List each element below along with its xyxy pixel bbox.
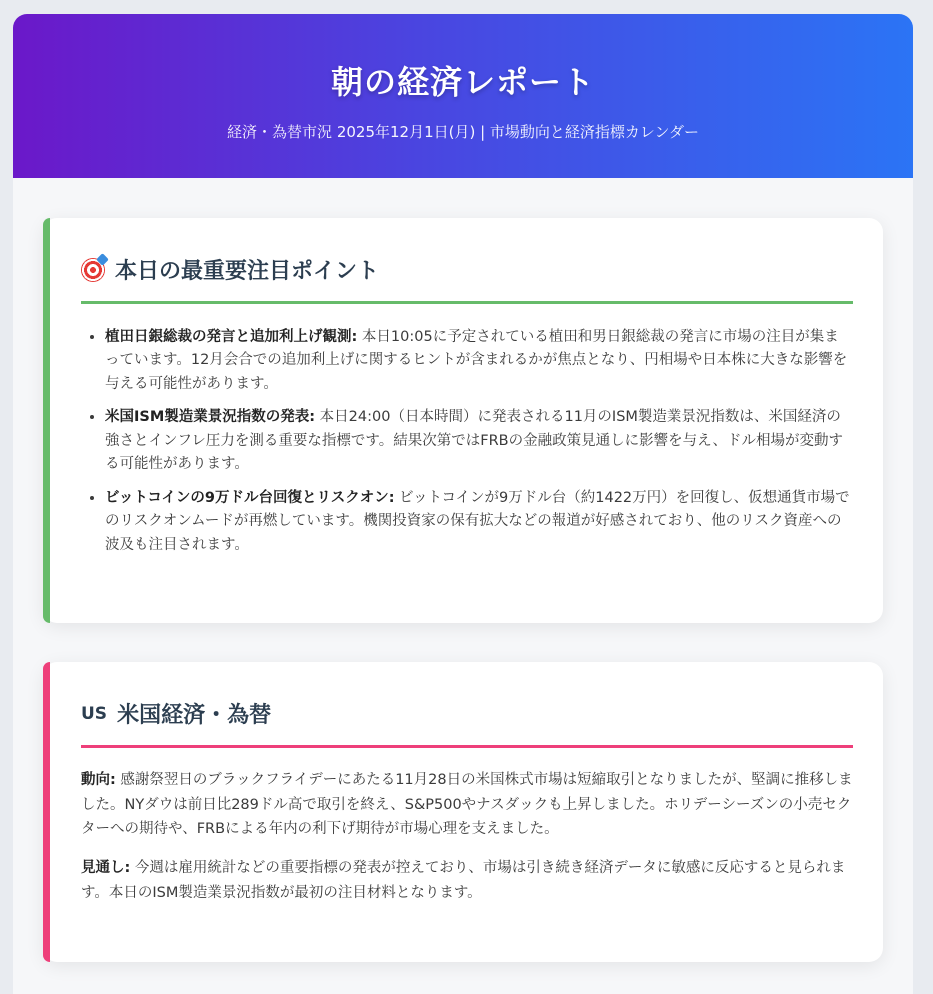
trend-label: 動向: bbox=[81, 772, 116, 788]
us-outlook-paragraph bbox=[81, 856, 853, 905]
report-page bbox=[13, 14, 913, 994]
outlook-label: 見通し: bbox=[81, 859, 131, 876]
focus-points-list bbox=[81, 326, 853, 557]
focus-points-card bbox=[43, 218, 883, 623]
focus-points-heading bbox=[81, 254, 853, 304]
point-label: 米国ISM製造業景況指数の発表: bbox=[105, 409, 316, 426]
trend-text: 感謝祭翌日のブラックフライデーにあたる11月28日の米国株式市場は短縮取引となりましたが、堅調に推移しました。NYダウは前日比289ドル高で取引を終え、S&P500やナスダックも上昇しました。ホリデーシーズンの小売セクターへの期待や、FRBによる年内の利下げ期待が市場心理を支えました。 bbox=[81, 772, 853, 838]
list-item bbox=[105, 326, 853, 396]
us-flag-icon: US bbox=[81, 703, 108, 724]
point-text: 本日10:05に予定されている植田和男日銀総裁の発言に市場の注目が集まっています。12月会合での追加利上げに関するヒントが含まれるかが焦点となり、円相場や日本株に大きな影響を与える可能性があります。 bbox=[105, 329, 848, 392]
us-economy-title: 米国経済・為替 bbox=[117, 703, 272, 728]
point-text: 本日24:00（日本時間）に発表される11月のISM製造業景況指数は、米国経済の強さとインフレ圧力を測る重要な指標です。結果次第ではFRBの金融政策見通しに影響を与え、ドル相場が変動する可能性があります。 bbox=[105, 409, 843, 473]
us-economy-heading bbox=[81, 698, 853, 748]
point-label: ビットコインの9万ドル台回復とリスクオン: bbox=[105, 489, 395, 506]
point-text: ビットコインが9万ドル台（約1422万円）を回復し、仮想通貨市場でのリスクオンムードが再燃しています。機関投資家の保有拡大などの報道が好感されており、他のリスク資産への波及も注目されます。 bbox=[105, 489, 850, 553]
page-subtitle: 経済・為替市況 2025年12月1日(月) | 市場動向と経済指標カレンダー bbox=[227, 123, 699, 141]
list-item bbox=[105, 406, 853, 476]
focus-points-title: 本日の最重要注目ポイント bbox=[115, 259, 380, 284]
report-header bbox=[13, 14, 913, 178]
target-icon bbox=[81, 258, 105, 282]
us-economy-card bbox=[43, 662, 883, 962]
page-title: 朝の経済レポート bbox=[330, 63, 595, 101]
outlook-text: 今週は雇用統計などの重要指標の発表が控えており、市場は引き続き経済データに敏感に反応すると見られます。本日のISM製造業景況指数が最初の注目材料となります。 bbox=[81, 859, 846, 901]
point-label: 植田日銀総裁の発言と追加利上げ観測: bbox=[105, 329, 358, 345]
list-item bbox=[105, 487, 853, 557]
us-trend-paragraph bbox=[81, 768, 853, 842]
